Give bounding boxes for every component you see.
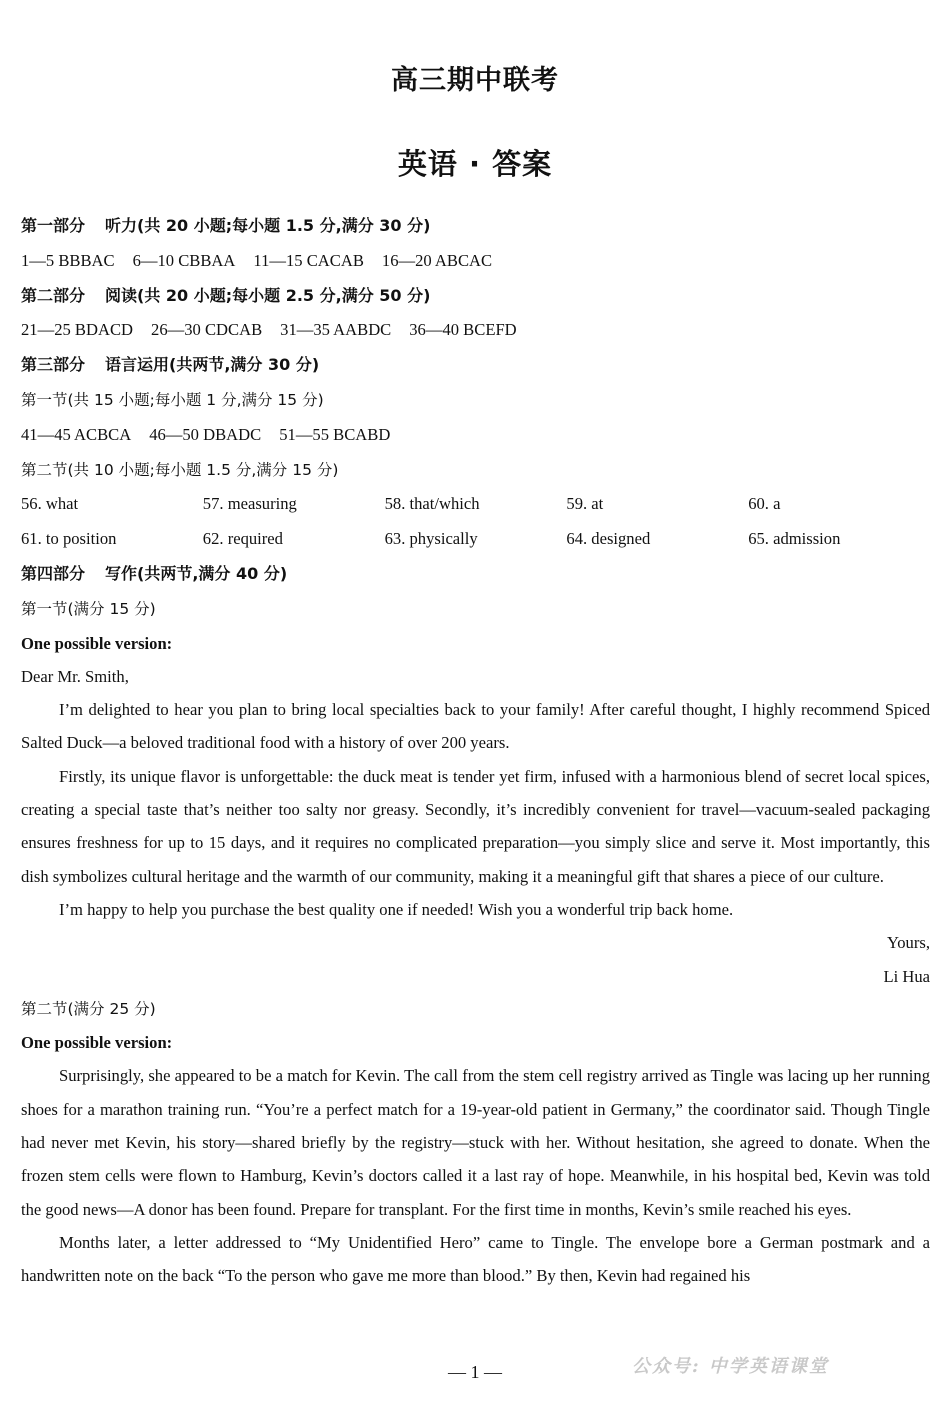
answer-group: 36—40 BCEFD bbox=[409, 320, 517, 340]
letter-paragraph-3: I’m happy to help you purchase the best quality one if needed! Wish you a wonderful trip back home. bbox=[59, 899, 734, 919]
part3-section1-answers bbox=[21, 418, 930, 453]
part3-section2-heading: 第二节(共 10 小题;每小题 1.5 分,满分 15 分) bbox=[21, 460, 339, 479]
fill-in-answers-row-1 bbox=[21, 487, 930, 522]
page-number: — 1 — bbox=[448, 1362, 502, 1382]
fill-answer: 62. required bbox=[202, 529, 283, 549]
answer-group: 21—25 BDACD bbox=[21, 320, 134, 340]
fill-in-answers-row-2 bbox=[21, 522, 930, 557]
answer-group: 41—45 ACBCA bbox=[21, 424, 132, 444]
exam-title: 高三期中联考 bbox=[391, 65, 559, 96]
letter-paragraph-2: Firstly, its unique flavor is unforgettable: the duck meat is tender yet firm, infused with a harmonious blend of secret local spices, creating a special taste that’s neither too salty nor greasy. Secondly, it’s incredibly convenient for travel—vacuum-sealed packaging ensures freshness for up to 15 days, and it requires no complicated preparation—you simply slice and serve it. Most importantly, this dish symbolizes cultural heritage and the warmth of our community, making it a meaningful gift that shares a piece of our culture. bbox=[21, 766, 930, 886]
answer-group: 1—5 BBBAC bbox=[21, 250, 115, 270]
fill-answer: 63. physically bbox=[384, 529, 478, 549]
letter-signature: Li Hua bbox=[883, 966, 930, 986]
answer-group: 26—30 CDCAB bbox=[151, 320, 263, 340]
story-paragraph-1: Surprisingly, she appeared to be a match for Kevin. The call from the stem cell registry arrived as Tingle was lacing up her running shoes for a marathon training run. “You’re a perfect match for a 19-year-old patient in Germany,” the coordinator said. Though Tingle had never met Kevin, his story—shared briefly by the registry—stuck with her. Without hesitation, she agreed to donate. When the frozen stem cells were flown to Hamburg, Kevin’s doctors called it a last ray of hope. Meanwhile, in his hospital bed, Kevin was told the good news—A donor has been found. Prepare for transplant. For the first time in months, Kevin’s smile reached his eyes. bbox=[21, 1066, 930, 1219]
letter-paragraph-1: I’m delighted to hear you plan to bring local specialties back to your family! After careful thought, I highly recommend Spiced Salted Duck—a beloved traditional food with a history of over 200 years. bbox=[21, 700, 930, 753]
answer-group: 16—20 ABCAC bbox=[381, 250, 493, 270]
version-label: One possible version: bbox=[21, 633, 173, 653]
fill-answer: 56. what bbox=[21, 494, 79, 514]
story-paragraph-2: Months later, a letter addressed to “My Unidentified Hero” came to Tingle. The envelope bore a German postmark and a handwritten note on the back “To the person who gave me more than blood.” By then, Kevin had regained his bbox=[21, 1232, 930, 1286]
answer-group: 6—10 CBBAA bbox=[132, 250, 236, 270]
fill-answer: 65. admission bbox=[748, 529, 841, 549]
answer-group: 31—35 AABDC bbox=[280, 320, 392, 340]
answer-group: 51—55 BCABD bbox=[279, 424, 391, 444]
fill-answer: 64. designed bbox=[566, 529, 651, 549]
fill-answer: 58. that/which bbox=[384, 494, 480, 514]
answer-group: 46—50 DBADC bbox=[149, 424, 262, 444]
letter-closing: Yours, bbox=[886, 933, 930, 953]
part2-answers bbox=[21, 313, 930, 348]
fill-answer: 60. a bbox=[748, 494, 781, 514]
exam-subtitle: 英语 · 答案 bbox=[397, 147, 553, 181]
letter-greeting: Dear Mr. Smith, bbox=[21, 666, 129, 686]
answer-content bbox=[21, 209, 930, 1293]
part3-section1-heading: 第一节(共 15 小题;每小题 1 分,满分 15 分) bbox=[21, 390, 324, 409]
part2-heading: 第二部分 阅读(共 20 小题;每小题 2.5 分,满分 50 分) bbox=[21, 285, 431, 305]
fill-answer: 61. to position bbox=[21, 529, 117, 549]
answer-group: 11—15 CACAB bbox=[253, 250, 364, 270]
part3-heading: 第三部分 语言运用(共两节,满分 30 分) bbox=[21, 355, 320, 375]
fill-answer: 59. at bbox=[566, 494, 604, 514]
part1-heading: 第一部分 听力(共 20 小题;每小题 1.5 分,满分 30 分) bbox=[21, 216, 431, 235]
part1-answers bbox=[21, 244, 930, 279]
part4-section2-heading: 第二节(满分 25 分) bbox=[21, 999, 156, 1018]
part4-heading: 第四部分 写作(共两节,满分 40 分) bbox=[21, 563, 288, 583]
fill-answer: 57. measuring bbox=[202, 494, 297, 514]
part4-section1-heading: 第一节(满分 15 分) bbox=[21, 599, 156, 618]
version-label-2: One possible version: bbox=[21, 1033, 173, 1053]
watermark: 公众号: 中学英语课堂 bbox=[632, 1356, 829, 1377]
